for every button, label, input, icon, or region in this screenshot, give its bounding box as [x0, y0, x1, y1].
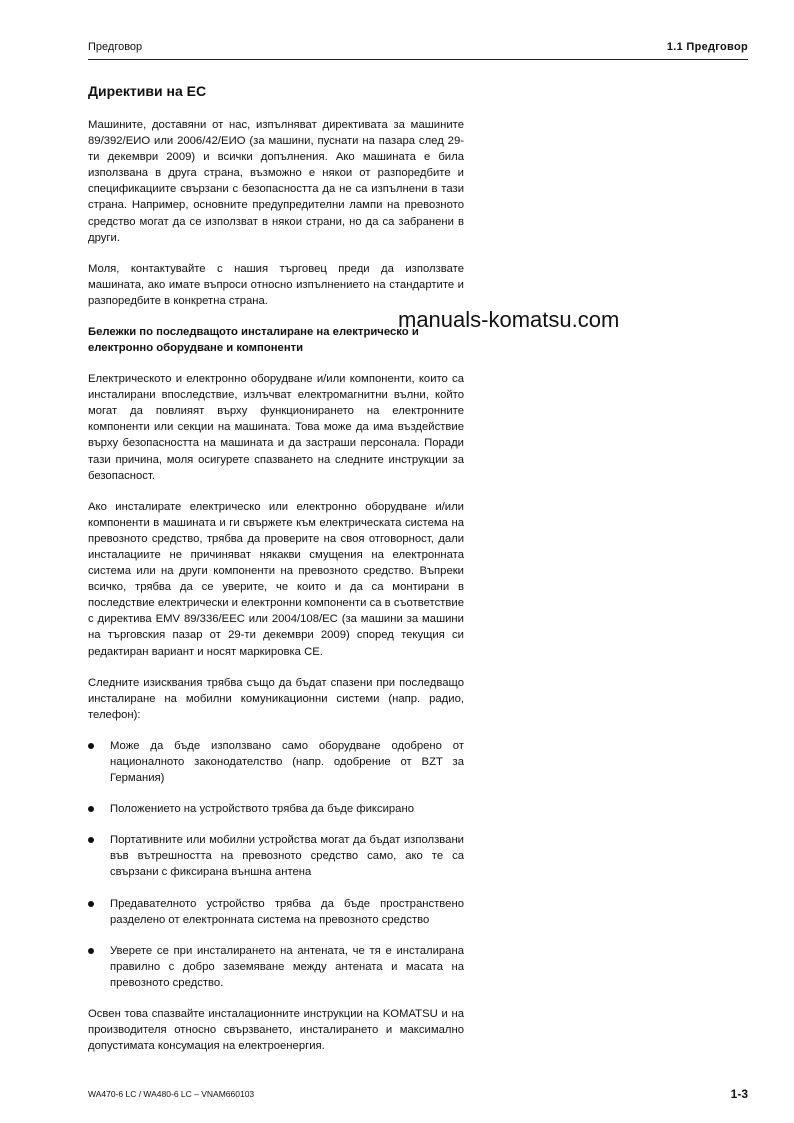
- requirements-list: [88, 738, 464, 991]
- section-title: Директиви на ЕС: [88, 83, 207, 99]
- list-item: Предавателното устройство трябва да бъде пространствено разделено от електронната система на превозното средство: [88, 896, 464, 928]
- header-divider: [88, 59, 748, 60]
- paragraph-contact-dealer: Моля, контактувайте с нашия търговец преди да използвате машината, ако имате въпроси относно изпълнението на стандартите и разпоредбите в конкретна страна.: [88, 262, 464, 307]
- paragraph-installation: Ако инсталирате електрическо или електронно оборудване и/или компоненти в машината и ги свържете към електрическата система на превозното средство, трябва да проверите на своя отговорност, дали инсталациите не причиняват някакви смущения на електронната система или на други компоненти на превозното средство. Въпреки всичко, трябва да се уверите, че които и да са монтирани в последствие електрически и електронни компоненти са в съответствие с директива EMV 89/336/EEC или 2004/108/EC (за машини за машини на търговския пазар от 29-ти декември 2009) според текущия си редактиран вариант и носят маркировка CE.: [88, 500, 464, 658]
- main-content: [88, 83, 464, 1069]
- subheading: Бележки по последващото инсталиране на електрическо и електронно оборудване и компоненти: [88, 326, 419, 355]
- header-chapter: Предговор: [88, 41, 143, 53]
- bullet-icon: [88, 901, 94, 907]
- paragraph-requirements: Следните изисквания трябва също да бъдат спазени при последващо инсталиране на мобилни комуникационни системи (напр. радио, телефон):: [88, 676, 464, 721]
- paragraph-emission: Електрическото и електронно оборудване и/или компоненти, които са инсталирани впоследствие, излъчват електромагнитни вълни, който могат да повлияят върху функционирането на електронните компоненти или секции на машината. Това може да има въздействие върху безопасността на машината и да застраши персонала. Поради тази причина, моля осигурете спазването на следните инструкции за безопасност.: [88, 373, 464, 482]
- page-number: 1-3: [730, 1087, 748, 1101]
- list-item: Положението на устройството трябва да бъде фиксирано: [88, 801, 464, 817]
- list-item: Портативните или мобилни устройства могат да бъдат използвани във вътрешността на превозното средство само, ако те са свързани с фиксирана външна антена: [88, 832, 464, 880]
- bullet-icon: [88, 806, 94, 812]
- list-item: Може да бъде използвано само оборудване одобрено от националното законодателство (напр. одобрение от BZT за Германия): [88, 738, 464, 786]
- paragraph-directive: Машините, доставяни от нас, изпълняват директивата за машините 89/392/ЕИО или 2006/42/ЕИО (за машини, пуснати на пазара след 29-ти декември 2009) и всички допълнения. Ако машината е била използвана в друга страна, възможно е някои от разпоредбите и спецификациите свързани с безопасността да не са изпълнени в тази страна. Например, основните предупредителни лампи на превозното средство могат да се използват в някои страни, но да са забранени в други.: [88, 119, 464, 244]
- bullet-icon: [88, 743, 94, 749]
- bullet-icon: [88, 837, 94, 843]
- bullet-icon: [88, 948, 94, 954]
- watermark: manuals-komatsu.com: [398, 307, 620, 332]
- page-footer: [88, 1087, 748, 1101]
- header-section: 1.1 Предговор: [666, 41, 748, 53]
- list-item: Уверете се при инсталирането на антената, че тя е инсталирана правилно с добро заземяване между антената и масата на превозното средство.: [88, 943, 464, 991]
- document-code: WA470-6 LC / WA480-6 LC – VNAM660103: [88, 1089, 255, 1099]
- paragraph-closing: Освен това спазвайте инсталационните инструкции на KOMATSU и на производителя относно свързването, инсталирането и максимално допустимата консумация на електроенергия.: [88, 1008, 464, 1053]
- page-header: [88, 41, 748, 59]
